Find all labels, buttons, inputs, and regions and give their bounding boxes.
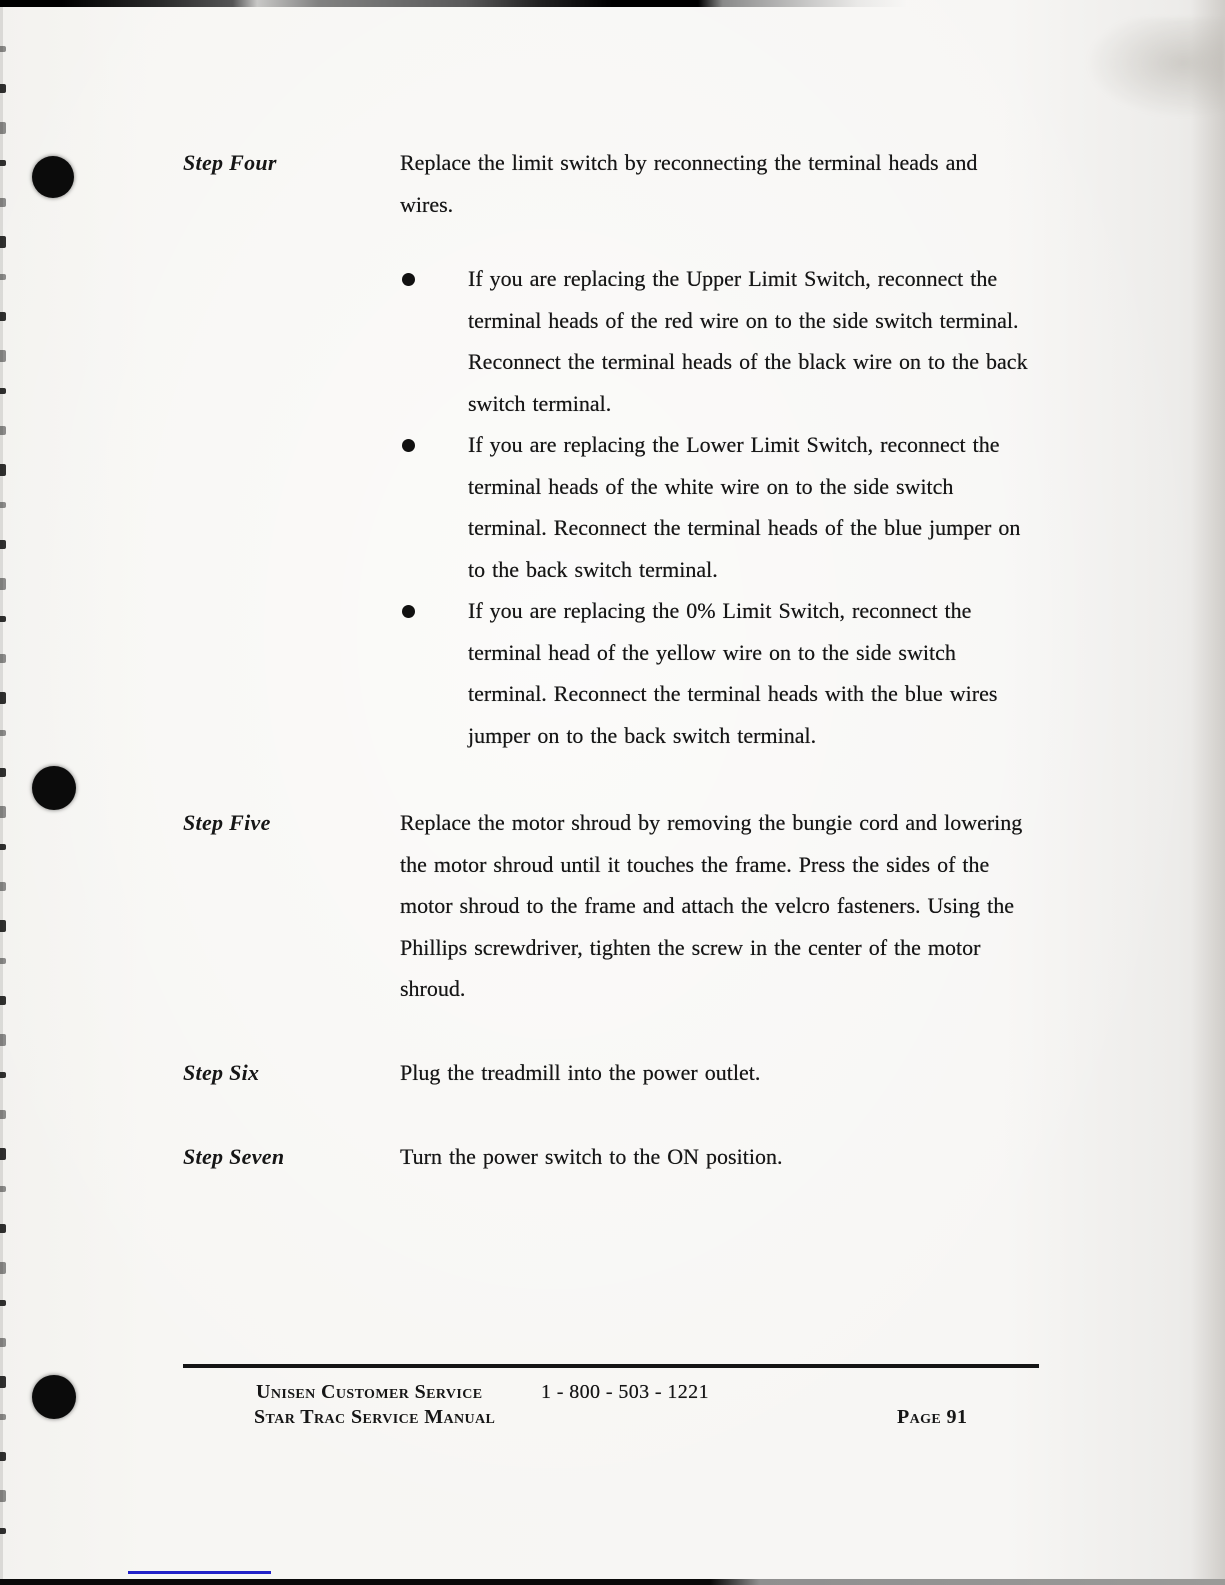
- scan-edge-tick: [0, 388, 6, 394]
- step-five-row: [183, 802, 1032, 1010]
- scan-edge-tick: [0, 1414, 6, 1420]
- scan-edge-tick: [0, 616, 6, 622]
- bullet-item-lower-limit-switch: [400, 424, 1036, 590]
- bullet-text: If you are replacing the 0% Limit Switch, reconnect the terminal head of the yellow wire on to the side switch terminal. Reconnect the terminal heads with the blue wires jumper on to the back switch terminal.: [468, 598, 998, 748]
- footer-service-name: Unisen Customer Service: [256, 1381, 483, 1403]
- scan-edge-tick: [0, 1148, 6, 1160]
- scan-top-edge-artifact: [0, 0, 1225, 7]
- step-five-text: Replace the motor shroud by removing the bungie cord and lowering the motor shroud until it touches the frame. Press the sides of the motor shroud to the frame and attach the velcro fasteners. Using the Phillips screwdriver, tighten the screw in the center of the motor shroud.: [400, 810, 1023, 1001]
- scan-edge-tick: [0, 1186, 6, 1192]
- step-six-row: [183, 1052, 1032, 1094]
- scan-edge-tick: [0, 882, 6, 891]
- scan-edge-tick: [0, 1338, 6, 1347]
- scan-edge-tick: [0, 426, 6, 435]
- scan-bottom-edge-artifact: [0, 1579, 1225, 1585]
- bullet-icon: [402, 439, 415, 452]
- bullet-text: If you are replacing the Upper Limit Switch, reconnect the terminal heads of the red wire on to the side switch terminal. Reconnect the terminal heads of the black wire on to the back switch terminal.: [468, 266, 1028, 416]
- bullet-item-zero-percent-limit-switch: [400, 590, 1036, 756]
- scan-edge-tick: [0, 502, 6, 508]
- scan-edge-tick: [0, 768, 6, 777]
- scan-edge-tick: [0, 1224, 6, 1233]
- scan-edge-tick: [0, 958, 6, 964]
- bullet-item-upper-limit-switch: [400, 258, 1036, 424]
- hole-punch-mark: [32, 766, 76, 810]
- step-seven-text: Turn the power switch to the ON position.: [400, 1144, 783, 1169]
- step-six-text: Plug the treadmill into the power outlet.: [400, 1060, 761, 1085]
- step-five-label: Step Five: [183, 810, 271, 835]
- step-six-label: Step Six: [183, 1060, 260, 1085]
- scan-edge-tick: [0, 1262, 6, 1274]
- scan-edge-tick: [0, 844, 6, 850]
- scan-edge-tick: [0, 122, 6, 134]
- step-four-label: Step Four: [183, 150, 277, 175]
- footer-manual-name: Star Trac Service Manual: [254, 1406, 496, 1428]
- limit-switch-bullet-list: [400, 258, 1036, 756]
- bullet-icon: [402, 605, 415, 618]
- scan-edge-tick: [0, 84, 6, 93]
- scan-edge-tick: [0, 1528, 6, 1534]
- scan-edge-tick: [0, 1034, 6, 1046]
- bullet-text: If you are replacing the Lower Limit Switch, reconnect the terminal heads of the white wire on to the side switch terminal. Reconnect the terminal heads of the blue jumper on to the back switch terminal.: [468, 432, 1021, 582]
- scan-edge-tick: [0, 578, 6, 590]
- scan-edge-tick: [0, 1452, 6, 1461]
- scan-edge-tick: [0, 1376, 6, 1388]
- hole-punch-mark: [32, 1375, 76, 1419]
- footer-phone-number: 1 - 800 - 503 - 1221: [541, 1381, 709, 1403]
- scan-edge-tick: [0, 1300, 6, 1306]
- step-seven-row: [183, 1136, 1032, 1178]
- scan-edge-tick: [0, 160, 6, 166]
- scan-edge-tick: [0, 1110, 6, 1119]
- scan-corner-smudge: [1085, 18, 1225, 118]
- step-four-row: [183, 142, 1032, 225]
- scan-edge-tick: [0, 806, 6, 818]
- scan-edge-tick: [0, 920, 6, 932]
- bullet-icon: [402, 273, 415, 286]
- scan-edge-tick: [0, 350, 6, 362]
- scan-edge-tick: [0, 692, 6, 704]
- step-seven-label: Step Seven: [183, 1144, 285, 1169]
- scan-edge-tick: [0, 274, 6, 280]
- scan-edge-tick: [0, 198, 6, 207]
- scan-right-edge-shade: [1191, 0, 1225, 1585]
- scan-blue-line-artifact: [128, 1571, 271, 1574]
- step-four-text: Replace the limit switch by reconnecting the terminal heads and wires.: [400, 150, 978, 217]
- scan-edge-tick: [0, 464, 6, 476]
- hole-punch-mark: [32, 156, 74, 198]
- scan-edge-tick: [0, 46, 6, 52]
- footer-page-number: Page 91: [897, 1406, 968, 1428]
- scan-edge-tick: [0, 236, 6, 248]
- footer-divider: [183, 1364, 1039, 1368]
- scan-edge-tick: [0, 540, 6, 549]
- scan-edge-tick: [0, 730, 6, 736]
- scan-edge-tick: [0, 312, 6, 321]
- scan-edge-tick: [0, 1072, 6, 1078]
- scan-edge-tick: [0, 654, 6, 663]
- scan-edge-tick: [0, 996, 6, 1005]
- scan-edge-tick: [0, 1490, 6, 1502]
